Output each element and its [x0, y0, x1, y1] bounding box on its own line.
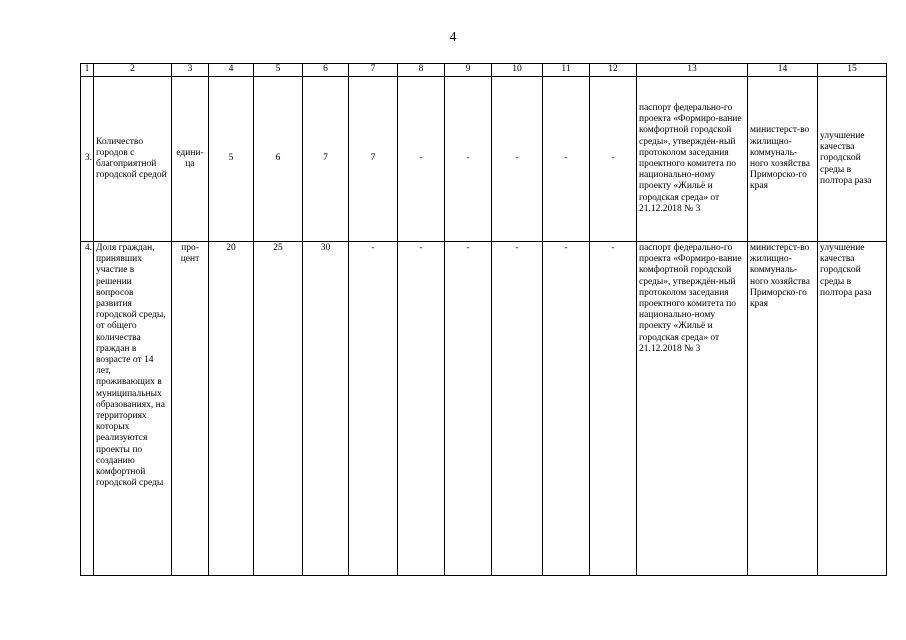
column-number-row [81, 64, 887, 77]
value-cell: - [590, 77, 637, 242]
row-number: 3. [81, 77, 94, 242]
result-cell: улучшение качества городской среды в полтора раза [818, 242, 887, 576]
value-cell: - [398, 242, 445, 576]
value-cell: - [492, 77, 543, 242]
unit-cell: едини-ца [172, 77, 209, 242]
column-header: 11 [543, 64, 590, 77]
result-cell: улучшение качества городской среды в полтора раза [818, 77, 887, 242]
page-number: 4 [449, 30, 457, 45]
column-header: 14 [748, 64, 818, 77]
column-header: 10 [492, 64, 543, 77]
responsible-cell: министерст-во жилищно-коммуналь-ного хозяйства Приморско-го края [748, 242, 818, 576]
value-cell: 7 [349, 77, 398, 242]
column-header: 2 [94, 64, 172, 77]
value-cell: - [398, 77, 445, 242]
column-header: 6 [303, 64, 349, 77]
column-header: 13 [637, 64, 748, 77]
table-row [81, 242, 887, 576]
column-header: 9 [445, 64, 492, 77]
value-cell: 25 [254, 242, 303, 576]
row-number: 4. [81, 242, 94, 576]
document-cell: паспорт федерально-го проекта «Формиро-вание комфортной городской среды», утверждён-ный протоколом заседания проектного комитета по национально-ному проекту «Жильё и городская среда» от 21.12.2018 № 3 [637, 77, 748, 242]
document-cell: паспорт федерально-го проекта «Формиро-вание комфортной городской среды», утверждён-ный протоколом заседания проектного комитета по национально-ному проекту «Жильё и городская среда» от 21.12.2018 № 3 [637, 242, 748, 576]
value-cell: 20 [209, 242, 254, 576]
value-cell: - [349, 242, 398, 576]
indicator-name: Количество городов с благоприятной городской средой [94, 77, 172, 242]
unit-cell: про-цент [172, 242, 209, 576]
value-cell: - [492, 242, 543, 576]
column-header: 3 [172, 64, 209, 77]
column-header: 15 [818, 64, 887, 77]
value-cell: - [445, 242, 492, 576]
value-cell: - [590, 242, 637, 576]
value-cell: - [543, 242, 590, 576]
column-header: 12 [590, 64, 637, 77]
column-header: 7 [349, 64, 398, 77]
value-cell: - [543, 77, 590, 242]
column-header: 4 [209, 64, 254, 77]
indicator-name: Доля граждан, принявших участие в решении вопросов развития городской среды, от общего количества граждан в возрасте от 14 лет, проживающих в муниципальных образованиях, на территориях которых реализуются проекты по созданию комфортной городской среды [94, 242, 172, 576]
value-cell: 30 [303, 242, 349, 576]
value-cell: 7 [303, 77, 349, 242]
value-cell: 6 [254, 77, 303, 242]
column-header: 1 [81, 64, 94, 77]
table-row [81, 77, 887, 242]
value-cell: 5 [209, 77, 254, 242]
responsible-cell: министерст-во жилищно-коммуналь-ного хозяйства Приморско-го края [748, 77, 818, 242]
data-table [80, 63, 887, 576]
column-header: 5 [254, 64, 303, 77]
value-cell: - [445, 77, 492, 242]
column-header: 8 [398, 64, 445, 77]
